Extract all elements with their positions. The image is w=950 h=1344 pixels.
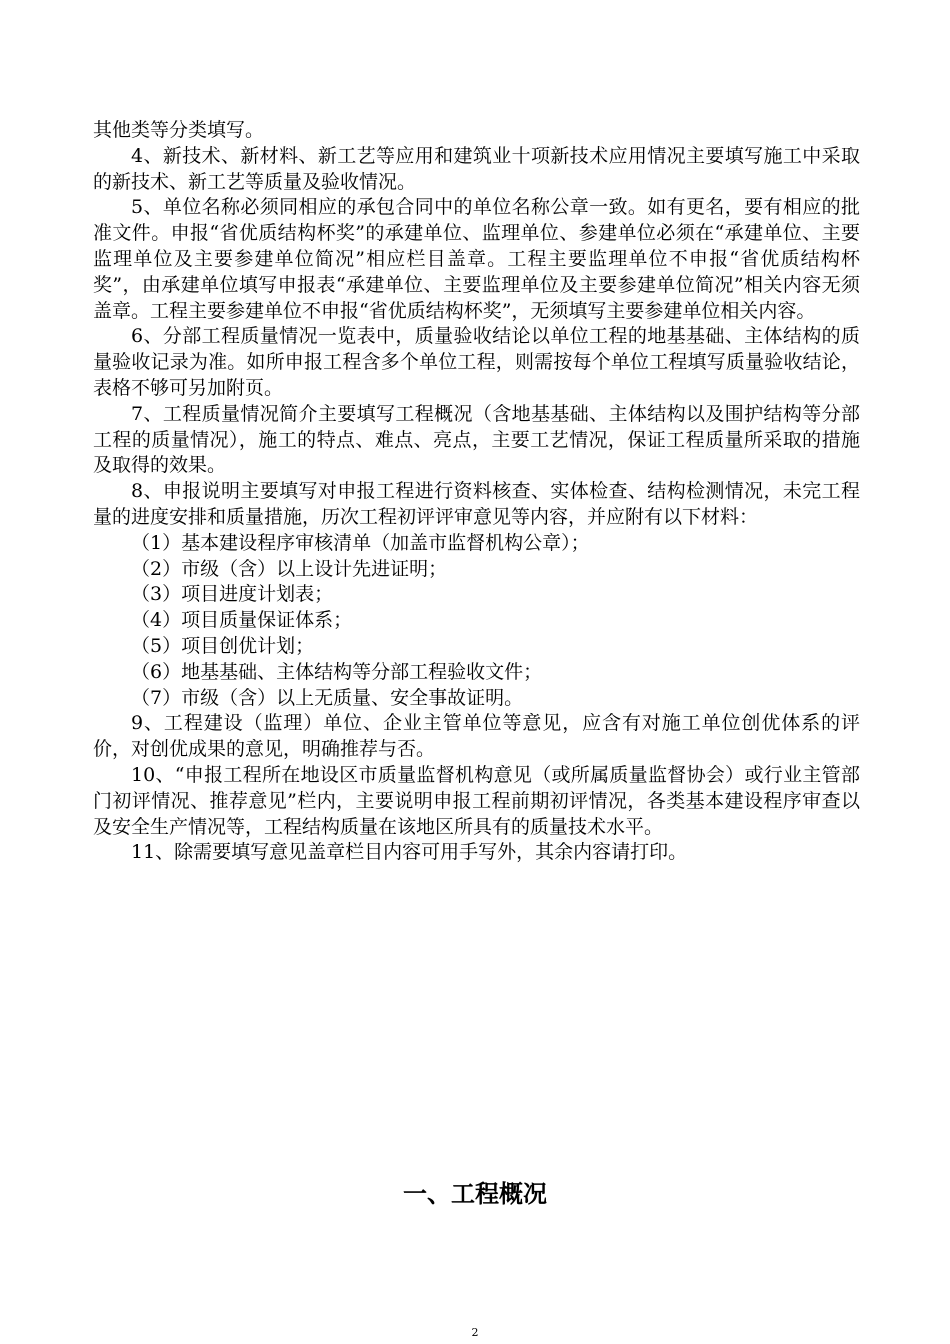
materials-list-item: （7）市级（含）以上无质量、安全事故证明。 bbox=[131, 686, 524, 709]
paragraph-item-4: 4、新技术、新材料、新工艺等应用和建筑业十项新技术应用情况主要填写施工中采取的新技术、新工艺等质量及验收情况。 bbox=[93, 144, 860, 193]
paragraph-item-8: 8、申报说明主要填写对申报工程进行资料核查、实体检查、结构检测情况，未完工程量的进度安排和质量措施，历次工程初评评审意见等内容，并应附有以下材料： bbox=[93, 480, 860, 528]
paragraph-item-6: 6、分部工程质量情况一览表中，质量验收结论以单位工程的地基基础、主体结构的质量验收记录为准。如所申报工程含多个单位工程，则需按每个单位工程填写质量验收结论，表格不够可另加附页。 bbox=[93, 325, 860, 399]
paragraph-continuation: 其他类等分类填写。 bbox=[93, 119, 265, 141]
materials-list-item: （3）项目进度计划表； bbox=[131, 583, 334, 606]
paragraph-item-5: 5、单位名称必须同相应的承包合同中的单位名称公章一致。如有更名，要有相应的批准文件。申报“省优质结构杯奖”的承建单位、监理单位、参建单位必须在“承建单位、主要监理单位及主要参建单位简况”相应栏目盖章。工程主要监理单位不申报“省优质结构杯奖”，由承建单位填写申报表“承建单位、主要监理单位及主要参建单位简况”相关内容无须盖章。工程主要参建单位不申报“省优质结构杯奖”，无须填写主要参建单位相关内容。 bbox=[93, 196, 860, 322]
paragraph-item-11: 11、除需要填写意见盖章栏目内容可用手写外，其余内容请打印。 bbox=[131, 841, 688, 864]
materials-list-item: （2）市级（含）以上设计先进证明； bbox=[131, 557, 448, 580]
materials-list-item: （1）基本建设程序审核清单（加盖市监督机构公章）； bbox=[131, 531, 590, 554]
materials-list bbox=[93, 531, 860, 712]
paragraph-item-9: 9、工程建设（监理）单位、企业主管单位等意见，应含有对施工单位创优体系的评价，对创优成果的意见，明确推荐与否。 bbox=[93, 712, 860, 761]
document-body bbox=[93, 118, 860, 866]
materials-list-item: （6）地基基础、主体结构等分部工程验收文件； bbox=[131, 660, 543, 683]
paragraph-item-10: 10、“申报工程所在地设区市质量监督机构意见（或所属质量监督协会）或行业主管部门初评情况、推荐意见”栏内，主要说明申报工程前期初评情况，各类基本建设程序审查以及安全生产情况等，工程结构质量在该地区所具有的质量技术水平。 bbox=[93, 763, 860, 838]
page-number: 2 bbox=[471, 1326, 479, 1339]
section-heading: 一、工程概况 bbox=[403, 1180, 547, 1208]
materials-list-item: （4）项目质量保证体系； bbox=[131, 609, 353, 632]
paragraph-item-7: 7、工程质量情况简介主要填写工程概况（含地基基础、主体结构以及围护结构等分部工程的质量情况），施工的特点、难点、亮点，主要工艺情况，保证工程质量所采取的措施及取得的效果。 bbox=[93, 402, 860, 477]
materials-list-item: （5）项目创优计划； bbox=[131, 634, 315, 657]
